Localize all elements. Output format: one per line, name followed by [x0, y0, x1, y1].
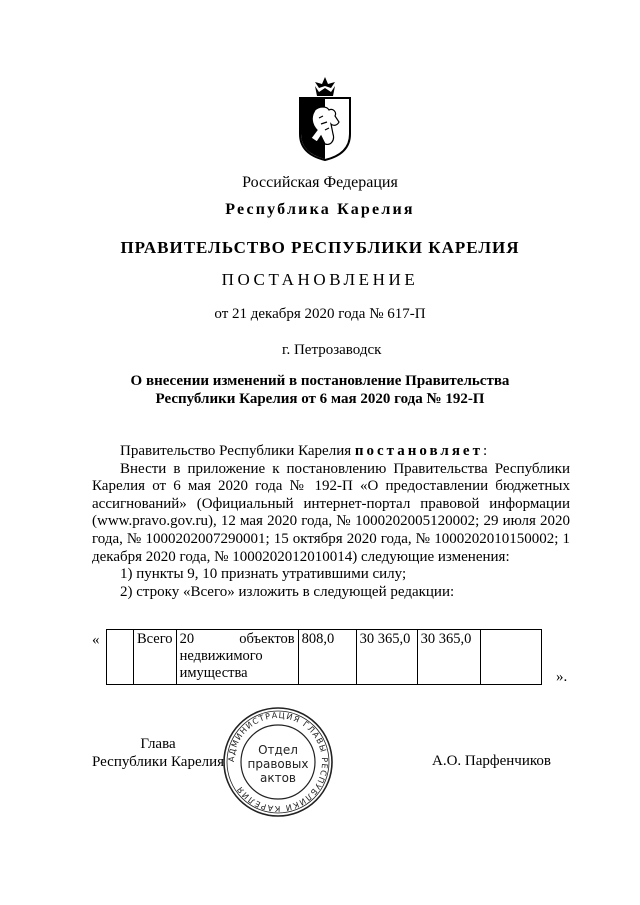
subject-line-2: Республики Карелия от 6 мая 2020 года № 192-П [155, 391, 485, 407]
document-city: г. Петрозаводск [282, 342, 382, 358]
table-cell-label: Всего [134, 630, 177, 685]
official-stamp [222, 706, 334, 818]
stamp-line-1: Отдел [258, 743, 298, 757]
objects-word: объектов [239, 631, 295, 647]
subject-line-1: О внесении изменений в постановление Правительства [130, 373, 510, 389]
karelia-coat-of-arms-icon [295, 76, 355, 162]
document-body [92, 443, 570, 601]
table-open-quote: « [92, 632, 100, 648]
table-cell-empty [480, 630, 541, 685]
republic-name: Республика Карелия [225, 201, 415, 218]
item-1: 1) пункты 9, 10 признать утратившими силу; [120, 566, 407, 583]
table-cell-value-2: 30 365,0 [356, 630, 417, 685]
stamp-ring-text: АДМИНИСТРАЦИЯ ГЛАВЫ РЕСПУБЛИКИ КАРЕЛИЯ [226, 710, 330, 814]
document-subject [0, 372, 640, 408]
objects-first-line [180, 631, 295, 648]
government-name: ПРАВИТЕЛЬСТВО РЕСПУБЛИКИ КАРЕЛИЯ [120, 238, 520, 257]
signatory-title-line-1: Глава [140, 736, 176, 752]
stamp-line-2: правовых [247, 757, 309, 771]
signatory-title-line-2: Республики Карелия [92, 754, 225, 770]
signatory-title [92, 735, 224, 771]
country-name: Российская Федерация [242, 174, 398, 191]
intro-resolves: постановляет [354, 443, 483, 459]
document-date-number: от 21 декабря 2020 года № 617-П [214, 306, 426, 322]
intro-text: Правительство Республики Карелия [120, 443, 355, 459]
table-cell-empty [107, 630, 134, 685]
signatory-name: А.О. Парфенчиков [432, 753, 551, 769]
table-cell-value-3: 30 365,0 [417, 630, 480, 685]
main-paragraph: Внести в приложение к постановлению Правительства Республики Карелия от 6 мая 2020 года № 192-П «О предоставлении бюджетных ассигнований» (Официальный интернет-портал правовой информации (www.pravo.gov.ru), 12 мая 2020 года, № 1000202005120002; 29 июля 2020 года, № 1000202007290001; 15 октября 2020 года, № 1000202010150002; 1 декабря 2020 года, № 1000202012010014) следующие изменения: [92, 460, 570, 565]
document-type: ПОСТАНОВЛЕНИЕ [221, 270, 419, 289]
total-row-table [106, 629, 542, 685]
table-cell-objects [176, 630, 298, 685]
objects-count: 20 [179, 631, 195, 647]
objects-rest: недвижимого имущества [179, 648, 263, 681]
stamp-line-3: актов [259, 771, 297, 785]
intro-colon: : [482, 443, 488, 459]
table-row [107, 630, 542, 685]
item-2: 2) строку «Всего» изложить в следующей редакции: [120, 583, 455, 600]
table-close-quote: ». [556, 669, 568, 685]
table-cell-value-1: 808,0 [298, 630, 356, 685]
intro-paragraph [92, 443, 570, 461]
